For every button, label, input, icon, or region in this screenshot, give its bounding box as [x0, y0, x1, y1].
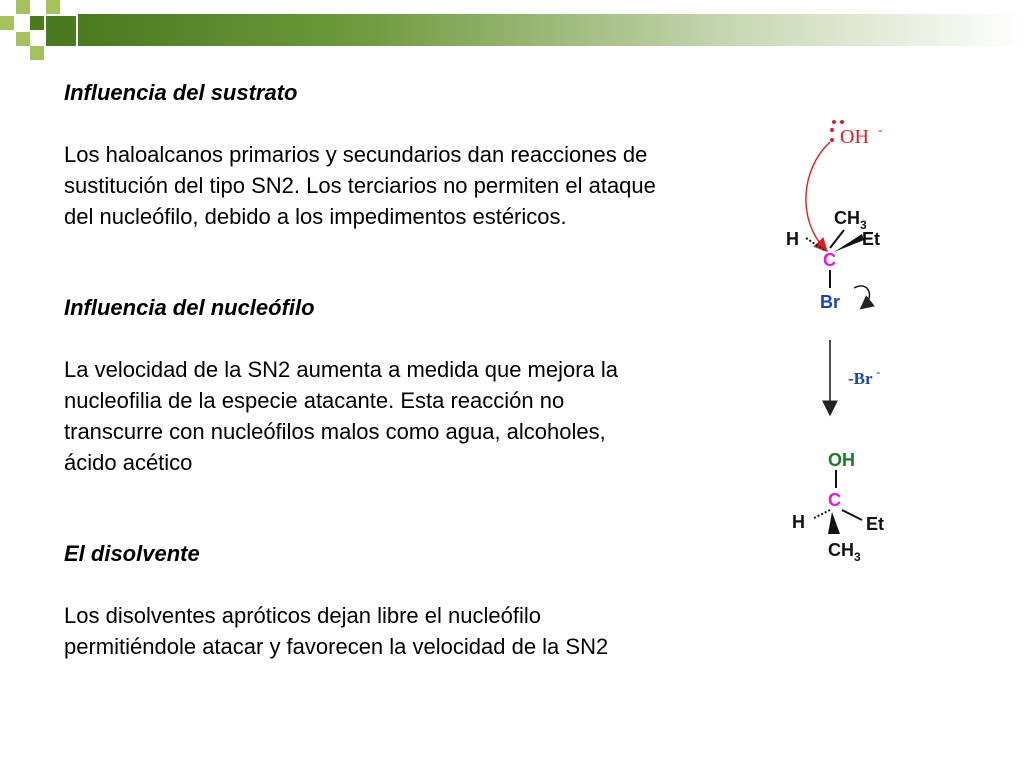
header-square — [30, 16, 44, 30]
body-line: La velocidad de la SN2 aumenta a medida que mejora la — [64, 357, 619, 382]
nucleophile-label: OH — [840, 126, 869, 148]
reactant-molecule — [786, 208, 880, 312]
product-left-group: H — [792, 512, 805, 532]
reactant-leaving-group: Br — [820, 292, 841, 312]
body-line: transcurre con nucleófilos malos como agua, alcoholes, — [64, 419, 606, 444]
reactant-right-group: Et — [862, 229, 880, 249]
reactant-top-group: $CH_3$ — [834, 208, 867, 232]
reactant-left-group: H — [786, 229, 799, 249]
product-bottom-group: $CH_3$ — [828, 540, 861, 564]
hashed-bond — [814, 510, 830, 518]
wedge-bond — [828, 512, 840, 534]
product-right-group: Et — [866, 514, 884, 534]
product-carbon: C — [828, 490, 841, 510]
body-line: sustitución del tipo SN2. Los terciarios no permiten el ataque — [64, 173, 656, 198]
bond — [842, 510, 862, 520]
leaving-group-arrow — [854, 286, 869, 306]
header-square — [46, 0, 60, 14]
reaction-arrow-label: -Br — [848, 369, 873, 388]
header-square — [16, 32, 30, 46]
bond — [830, 230, 844, 248]
header-square — [16, 0, 30, 14]
section-solvent — [64, 538, 764, 662]
section-heading: El disolvente — [64, 541, 200, 566]
section-substrate — [64, 77, 764, 232]
sn2-reaction-diagram — [770, 110, 930, 570]
body-line: Los disolventes apróticos dejan libre el nucleófilo — [64, 603, 541, 628]
header-square — [30, 46, 44, 60]
section-heading: Influencia del sustrato — [64, 80, 298, 105]
header-gradient-bar — [78, 14, 1024, 46]
product-hydroxyl: OH — [828, 450, 855, 470]
reaction-arrow-label-charge: - — [876, 364, 881, 379]
body-line: ácido acético — [64, 450, 193, 475]
header-square — [0, 16, 14, 30]
body-line: del nucleófilo, debido a los impedimentos estéricos. — [64, 204, 567, 229]
reactant-carbon: C — [823, 250, 836, 270]
section-heading: Influencia del nucleófilo — [64, 295, 315, 320]
nucleophile-charge: - — [878, 123, 883, 138]
body-line: Los haloalcanos primarios y secundarios dan reacciones de — [64, 142, 648, 167]
nucleophile-attack-arrow — [806, 142, 830, 248]
body-line: nucleofilia de la especie atacante. Esta reacción no — [64, 388, 565, 413]
body-line: permitiéndole atacar y favorecen la velocidad de la SN2 — [64, 634, 609, 659]
product-molecule — [792, 450, 884, 564]
header-square — [46, 16, 76, 46]
section-nucleophile — [64, 292, 764, 478]
